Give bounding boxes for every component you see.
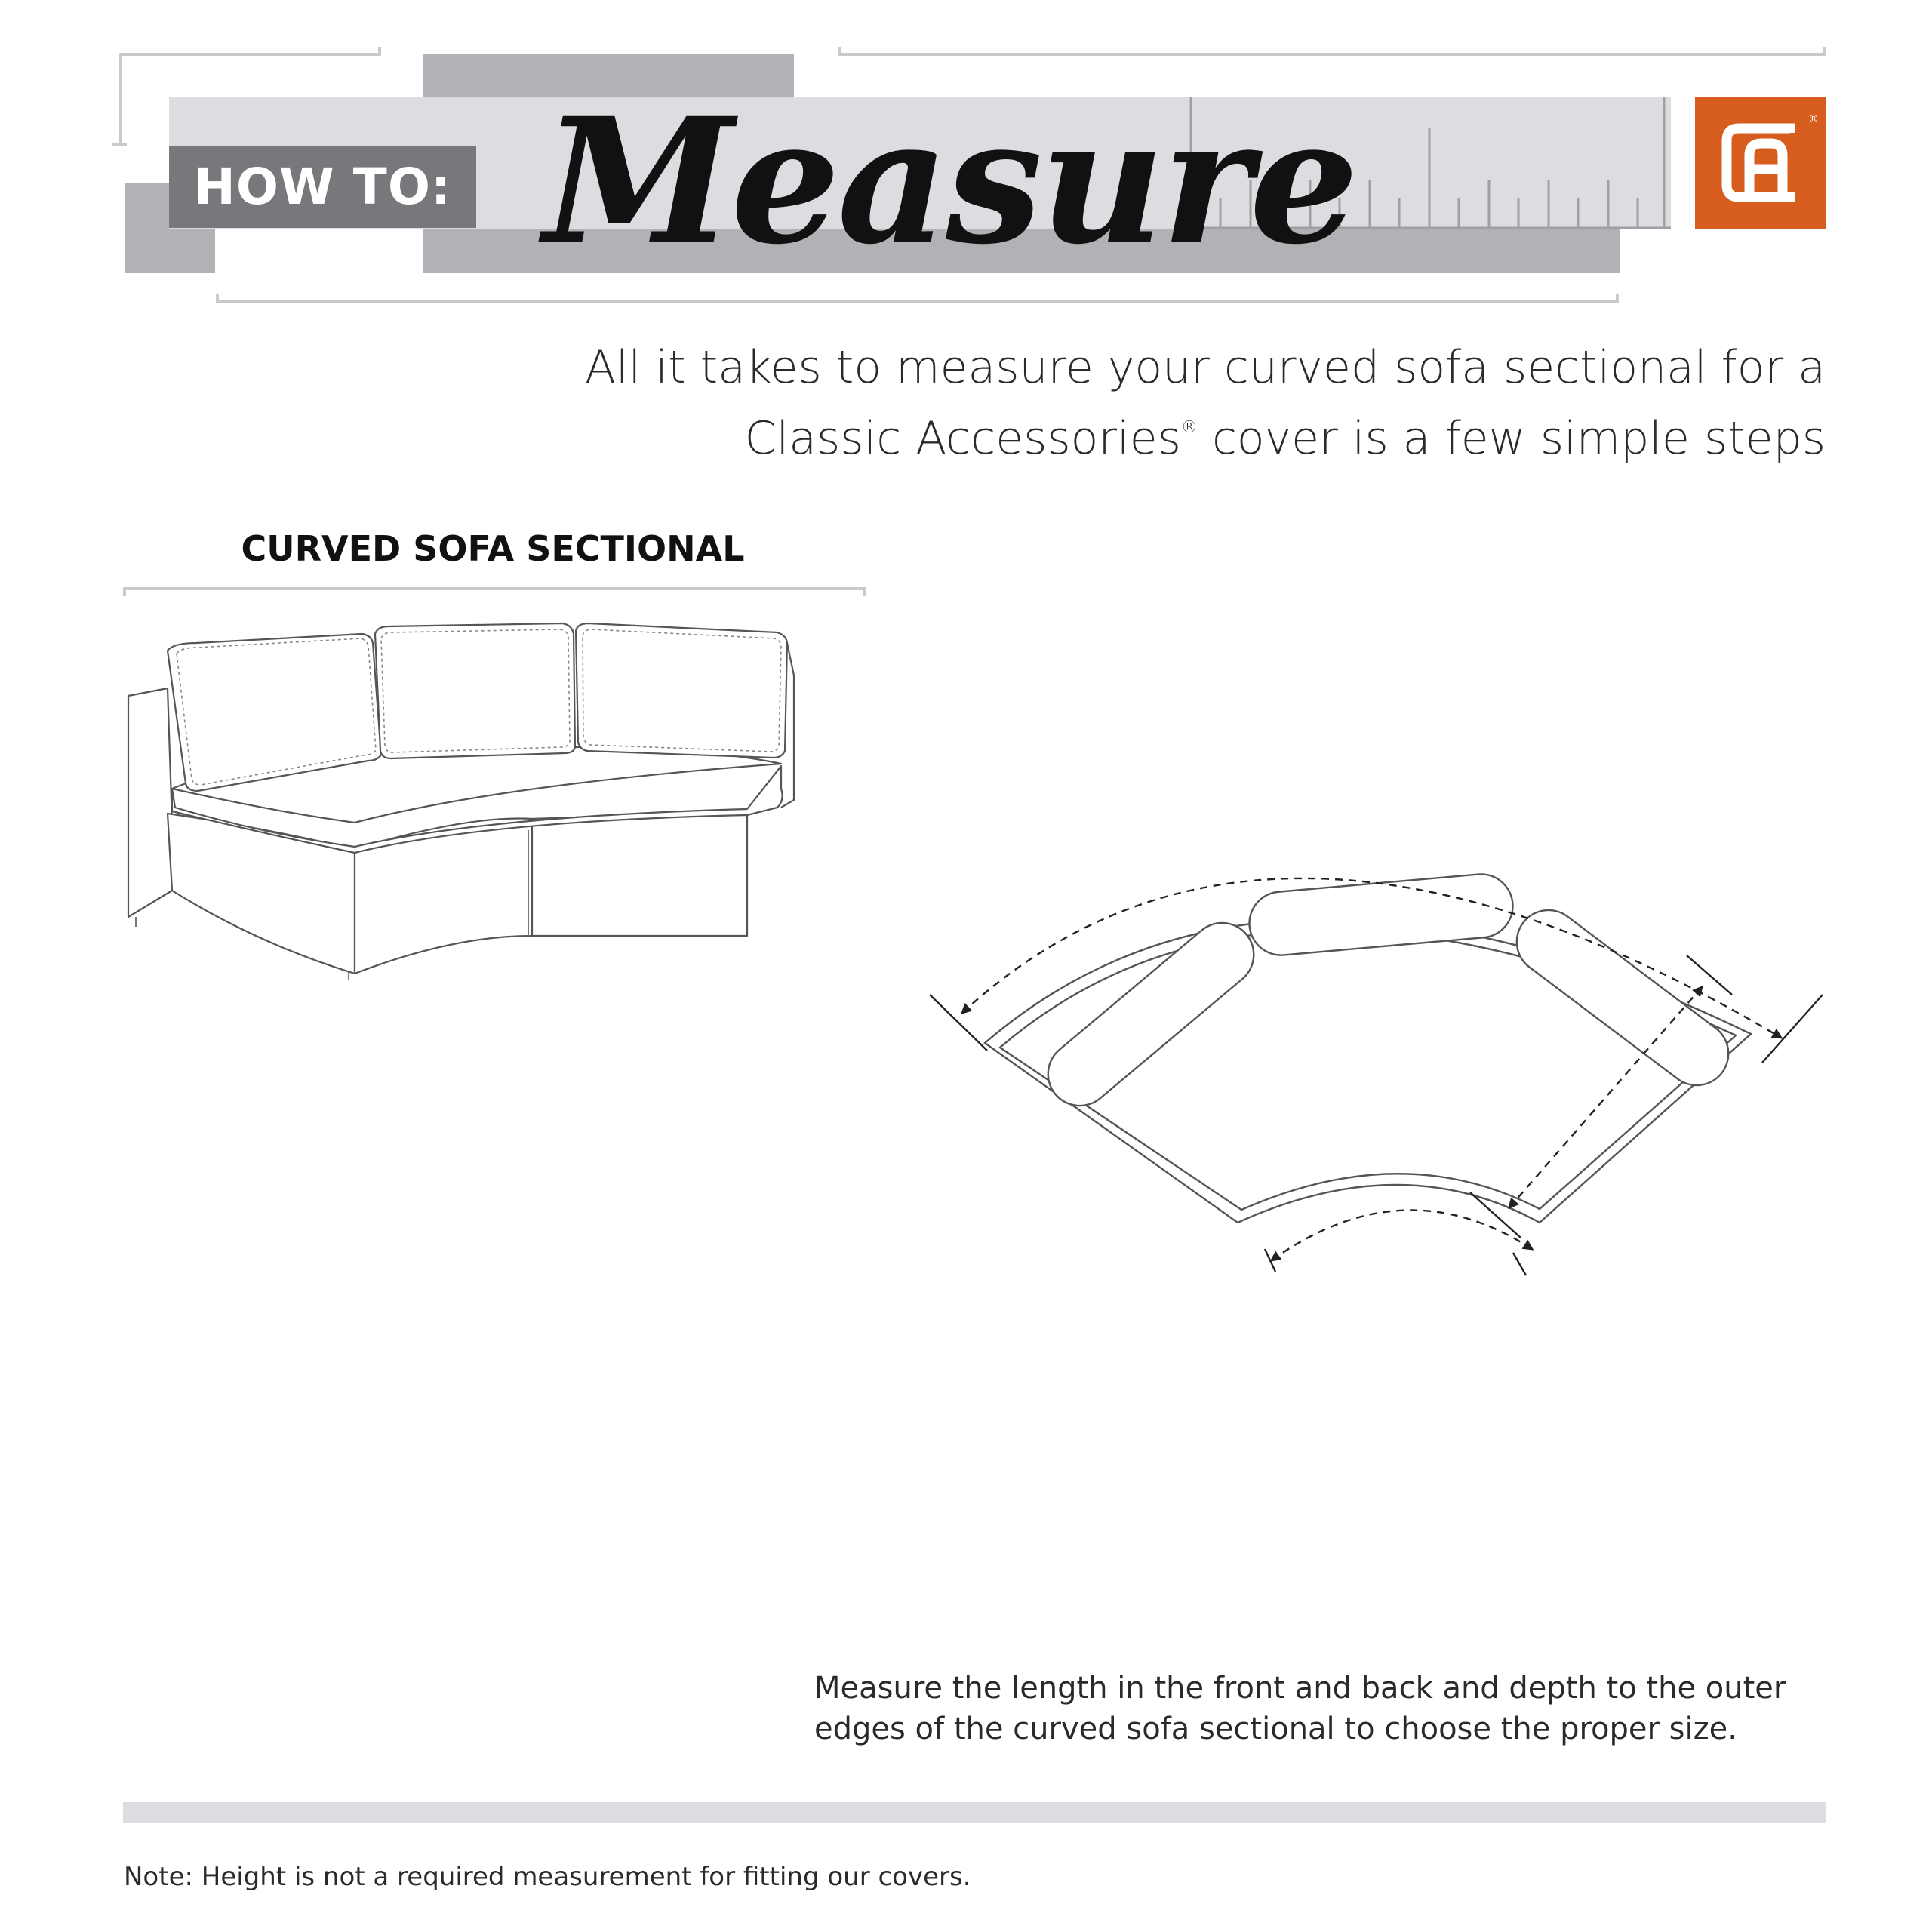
intro-line-1: All it takes to measure your curved sofa sectional for a (584, 341, 1826, 394)
how-to-label: HOW TO: (169, 146, 476, 228)
section-title: CURVED SOFA SECTIONAL (241, 528, 745, 569)
footer-bar (123, 1802, 1826, 1823)
instruction-line-1: Measure the length in the front and back and depth to the outer (814, 1671, 1786, 1706)
depth-tick-top (1687, 955, 1732, 995)
sofa-top-view-diagram (906, 792, 1857, 1321)
sofa-left-arm (128, 688, 172, 917)
front-length-tick-right (1513, 1253, 1526, 1275)
sofa-back-cushion-right (576, 623, 787, 758)
classic-accessories-logo-icon (1695, 97, 1826, 229)
front-length-dimension (1272, 1211, 1532, 1260)
sofa-base-right (532, 811, 747, 936)
back-length-tick-left (930, 995, 987, 1051)
back-length-tick-right (1762, 995, 1823, 1063)
footer-note: Note: Height is not a required measurement for fitting our covers. (124, 1862, 971, 1892)
registered-mark: ® (1180, 418, 1198, 437)
page-title: Measure (543, 80, 1356, 282)
intro-line-2-rest: cover is a few simple steps (1197, 412, 1826, 465)
svg-text:®: ® (1808, 113, 1819, 125)
intro-text (392, 337, 1826, 469)
sofa-base-front (168, 814, 355, 974)
instruction-line-2: edges of the curved sofa sectional to choose the proper size. (814, 1712, 1737, 1746)
front-length-tick-left (1265, 1249, 1275, 1272)
sofa-perspective-illustration (113, 611, 808, 989)
instruction-text (814, 1668, 1856, 1749)
brand-name: Classic Accessories (744, 412, 1181, 465)
intro-line-2 (392, 398, 1826, 469)
section-rule (0, 574, 906, 604)
sofa-back-cushion-middle (375, 623, 575, 758)
